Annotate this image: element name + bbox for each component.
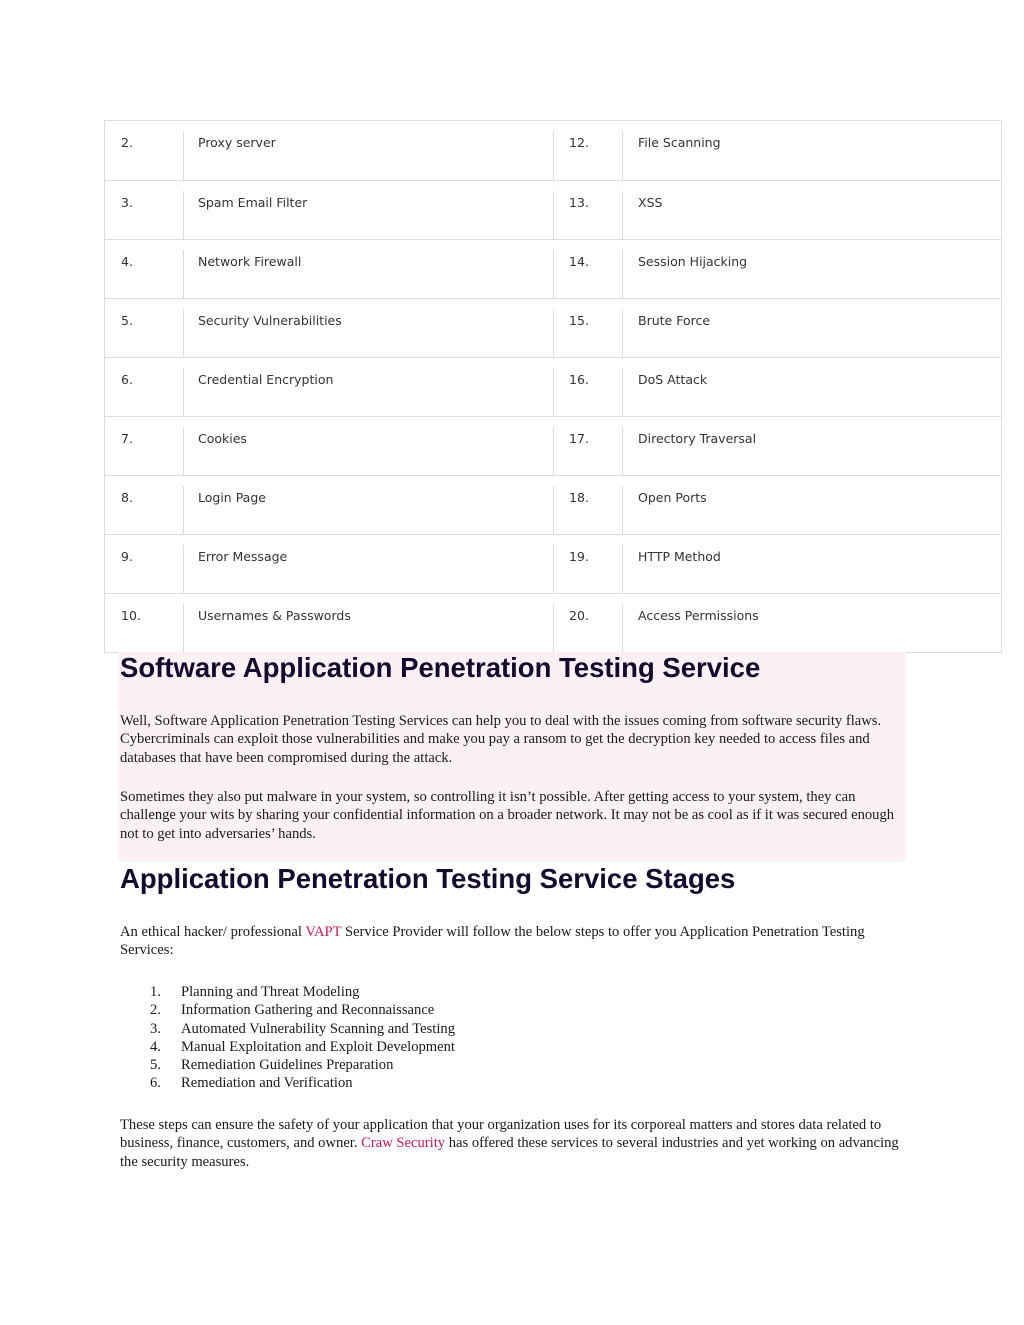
table-row: [105, 593, 1001, 652]
section-paragraph: Sometimes they also put malware in your system, so controlling it isn’t possible. After getting access to your system, they can challenge your wits by sharing your confidential information on a broader network. It may not be as cool as if it was secured enough not to get into adversaries’ hands.: [120, 789, 895, 842]
row-item: File Scanning: [638, 135, 721, 150]
row-number: 3.: [121, 195, 133, 210]
row-number: 8.: [121, 490, 133, 505]
row-number: 18.: [569, 490, 589, 505]
steps-list: [120, 983, 455, 1093]
row-number: 7.: [121, 431, 133, 446]
row-item: Error Message: [198, 549, 288, 564]
list-item: 5. Remediation Guidelines Preparation: [150, 1057, 394, 1074]
row-number: 20.: [569, 608, 589, 623]
row-number: 16.: [569, 372, 589, 387]
row-item: Credential Encryption: [198, 372, 334, 387]
row-item: DoS Attack: [638, 372, 708, 387]
row-number: 9.: [121, 549, 133, 564]
row-item: Session Hijacking: [638, 254, 748, 269]
row-number: 12.: [569, 135, 589, 150]
row-item: Cookies: [198, 431, 247, 446]
table-row: [105, 239, 1001, 298]
table-row: [105, 180, 1001, 239]
table-row: [105, 298, 1001, 357]
row-item: Brute Force: [638, 313, 711, 328]
list-item: 3. Automated Vulnerability Scanning and Testing: [150, 1020, 455, 1037]
row-item: Login Page: [198, 490, 266, 505]
row-item: Network Firewall: [198, 254, 302, 269]
table-row: [105, 121, 1001, 180]
section-heading: Software Application Penetration Testing Service: [120, 652, 761, 683]
row-item: Access Permissions: [638, 608, 759, 623]
table-row: [105, 475, 1001, 534]
row-item: Spam Email Filter: [198, 195, 308, 210]
row-number: 14.: [569, 254, 589, 269]
row-number: 10.: [121, 608, 141, 623]
list-item: 6. Remediation and Verification: [150, 1075, 353, 1092]
section-heading: Application Penetration Testing Service Stages: [120, 863, 736, 894]
row-number: 5.: [121, 313, 133, 328]
list-item: 4. Manual Exploitation and Exploit Development: [150, 1038, 455, 1055]
row-item: Proxy server: [198, 135, 276, 150]
row-item: Directory Traversal: [638, 431, 757, 446]
outro-paragraph: These steps can ensure the safety of your application that your organization uses for its corporeal matters and stores data related to business, finance, customers, and owner. Craw Security has offered these services to several industries and yet working on advancing the security measures.: [120, 1117, 899, 1170]
row-item: XSS: [638, 195, 663, 210]
row-item: Usernames & Passwords: [198, 608, 351, 623]
craw-security-link[interactable]: Craw Security: [361, 1135, 446, 1152]
row-number: 6.: [121, 372, 133, 387]
table-row: [105, 534, 1001, 593]
row-item: HTTP Method: [638, 549, 721, 564]
row-item: Open Ports: [638, 490, 707, 505]
list-item: 1. Planning and Threat Modeling: [150, 984, 360, 1000]
security-checklist-table: [104, 120, 1002, 653]
row-item: Security Vulnerabilities: [198, 313, 342, 328]
table-row: [105, 416, 1001, 475]
row-number: 19.: [569, 549, 589, 564]
row-number: 2.: [121, 135, 133, 150]
intro-paragraph: An ethical hacker/ professional VAPT Service Provider will follow the below steps to offer you Application Penetration Testing Services:: [120, 924, 865, 959]
table-row: [105, 357, 1001, 416]
row-number: 13.: [569, 195, 589, 210]
row-number: 4.: [121, 254, 133, 269]
section-paragraph: Well, Software Application Penetration Testing Services can help you to deal with the issues coming from software security flaws. Cybercriminals can exploit those vulnerabilities and make you pay a ransom to get the decryption key needed to access files and databases that have been compromised during the attack.: [120, 713, 882, 766]
list-item: 2. Information Gathering and Reconnaissance: [150, 1002, 435, 1019]
row-number: 17.: [569, 431, 589, 446]
row-number: 15.: [569, 313, 589, 328]
vapt-link[interactable]: VAPT: [305, 924, 342, 940]
